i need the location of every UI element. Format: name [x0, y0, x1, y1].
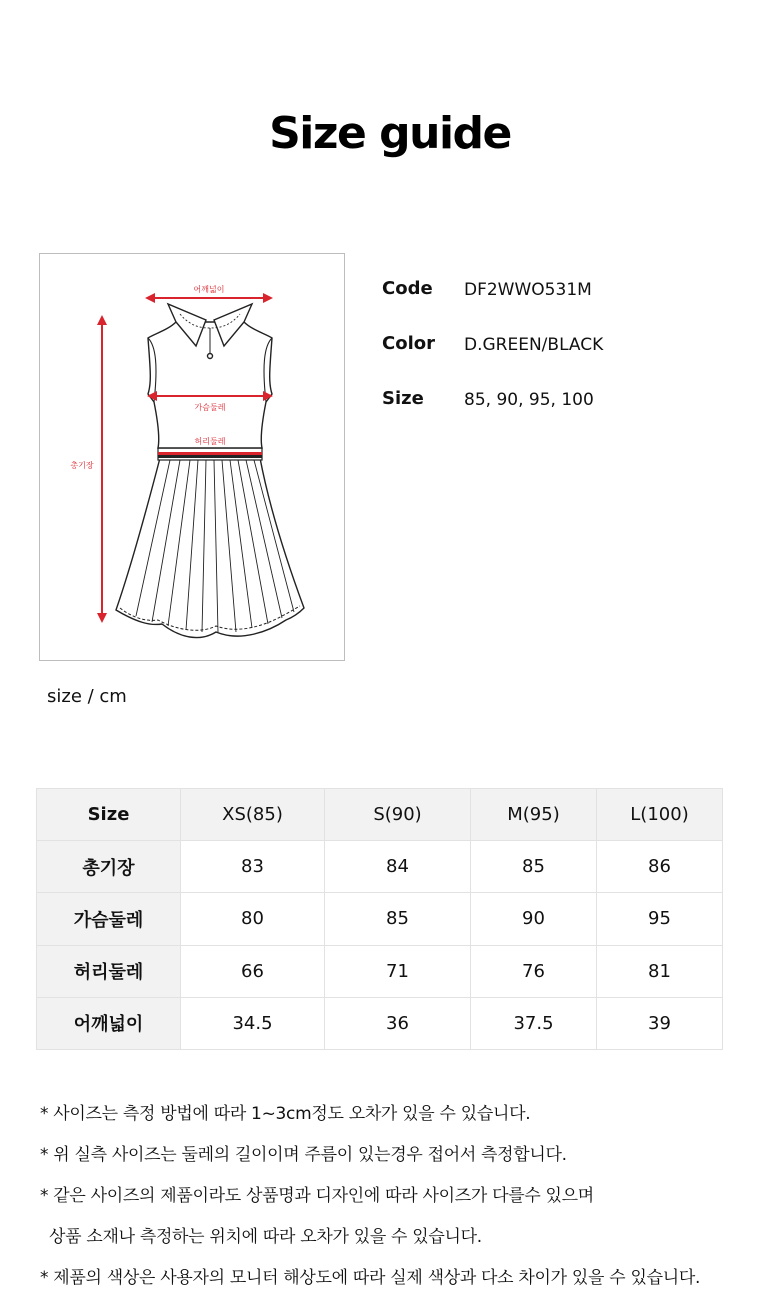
- table-cell: 36: [325, 997, 471, 1049]
- shoulder-label: 어깨넓이: [193, 285, 225, 294]
- table-cell: 90: [471, 893, 597, 945]
- table-row: [37, 893, 723, 945]
- dress-skirt: [116, 458, 304, 638]
- info-key: Code: [382, 278, 433, 299]
- table-cell: 85: [325, 893, 471, 945]
- table-cell: 95: [597, 893, 723, 945]
- note-line: * 사이즈는 측정 방법에 따라 1~3cm정도 오차가 있을 수 있습니다.: [40, 1104, 531, 1124]
- note-line: * 위 실측 사이즈는 둘레의 길이이며 주름이 있는경우 접어서 측정합니다.: [40, 1145, 567, 1165]
- dress-bodice: [148, 304, 272, 448]
- table-row: [37, 841, 723, 893]
- size-table: [36, 788, 723, 1050]
- table-row: [37, 997, 723, 1049]
- table-header-row: [37, 789, 723, 841]
- table-cell: 71: [325, 945, 471, 997]
- info-key: Color: [382, 333, 435, 354]
- row-label: 어깨넓이: [37, 997, 181, 1049]
- table-row: [37, 945, 723, 997]
- table-header-cell: XS(85): [181, 789, 325, 841]
- table-cell: 37.5: [471, 997, 597, 1049]
- dress-waistband: [158, 448, 262, 460]
- table-header-cell: Size: [37, 789, 181, 841]
- table-cell: 66: [181, 945, 325, 997]
- table-cell: 83: [181, 841, 325, 893]
- info-key: Size: [382, 388, 424, 409]
- waist-label: 허리둘레: [194, 437, 226, 446]
- table-cell: 81: [597, 945, 723, 997]
- dress-size-figure: [39, 253, 345, 661]
- length-label: 총기장: [70, 461, 94, 470]
- page-title: Size guide: [269, 108, 511, 159]
- table-header-cell: S(90): [325, 789, 471, 841]
- chest-label: 가슴둘레: [194, 403, 226, 412]
- info-value: 85, 90, 95, 100: [464, 390, 594, 410]
- table-header-cell: L(100): [597, 789, 723, 841]
- row-label: 총기장: [37, 841, 181, 893]
- table-cell: 85: [471, 841, 597, 893]
- row-label: 허리둘레: [37, 945, 181, 997]
- info-value: DF2WWO531M: [464, 280, 592, 300]
- dress-illustration: [40, 254, 346, 662]
- table-cell: 84: [325, 841, 471, 893]
- note-line: * 같은 사이즈의 제품이라도 상품명과 디자인에 따라 사이즈가 다를수 있으며: [40, 1186, 594, 1206]
- size-notes: [40, 1094, 760, 1299]
- table-header-cell: M(95): [471, 789, 597, 841]
- note-line: * 제품의 색상은 사용자의 모니터 해상도에 따라 실제 색상과 다소 차이가 있을 수 있습니다.: [40, 1268, 701, 1288]
- table-cell: 34.5: [181, 997, 325, 1049]
- note-line: 상품 소재나 측정하는 위치에 따라 오차가 있을 수 있습니다.: [49, 1227, 482, 1247]
- table-cell: 86: [597, 841, 723, 893]
- info-value: D.GREEN/BLACK: [464, 335, 604, 355]
- unit-label: size / cm: [47, 686, 127, 707]
- table-cell: 80: [181, 893, 325, 945]
- row-label: 가슴둘레: [37, 893, 181, 945]
- table-cell: 39: [597, 997, 723, 1049]
- table-cell: 76: [471, 945, 597, 997]
